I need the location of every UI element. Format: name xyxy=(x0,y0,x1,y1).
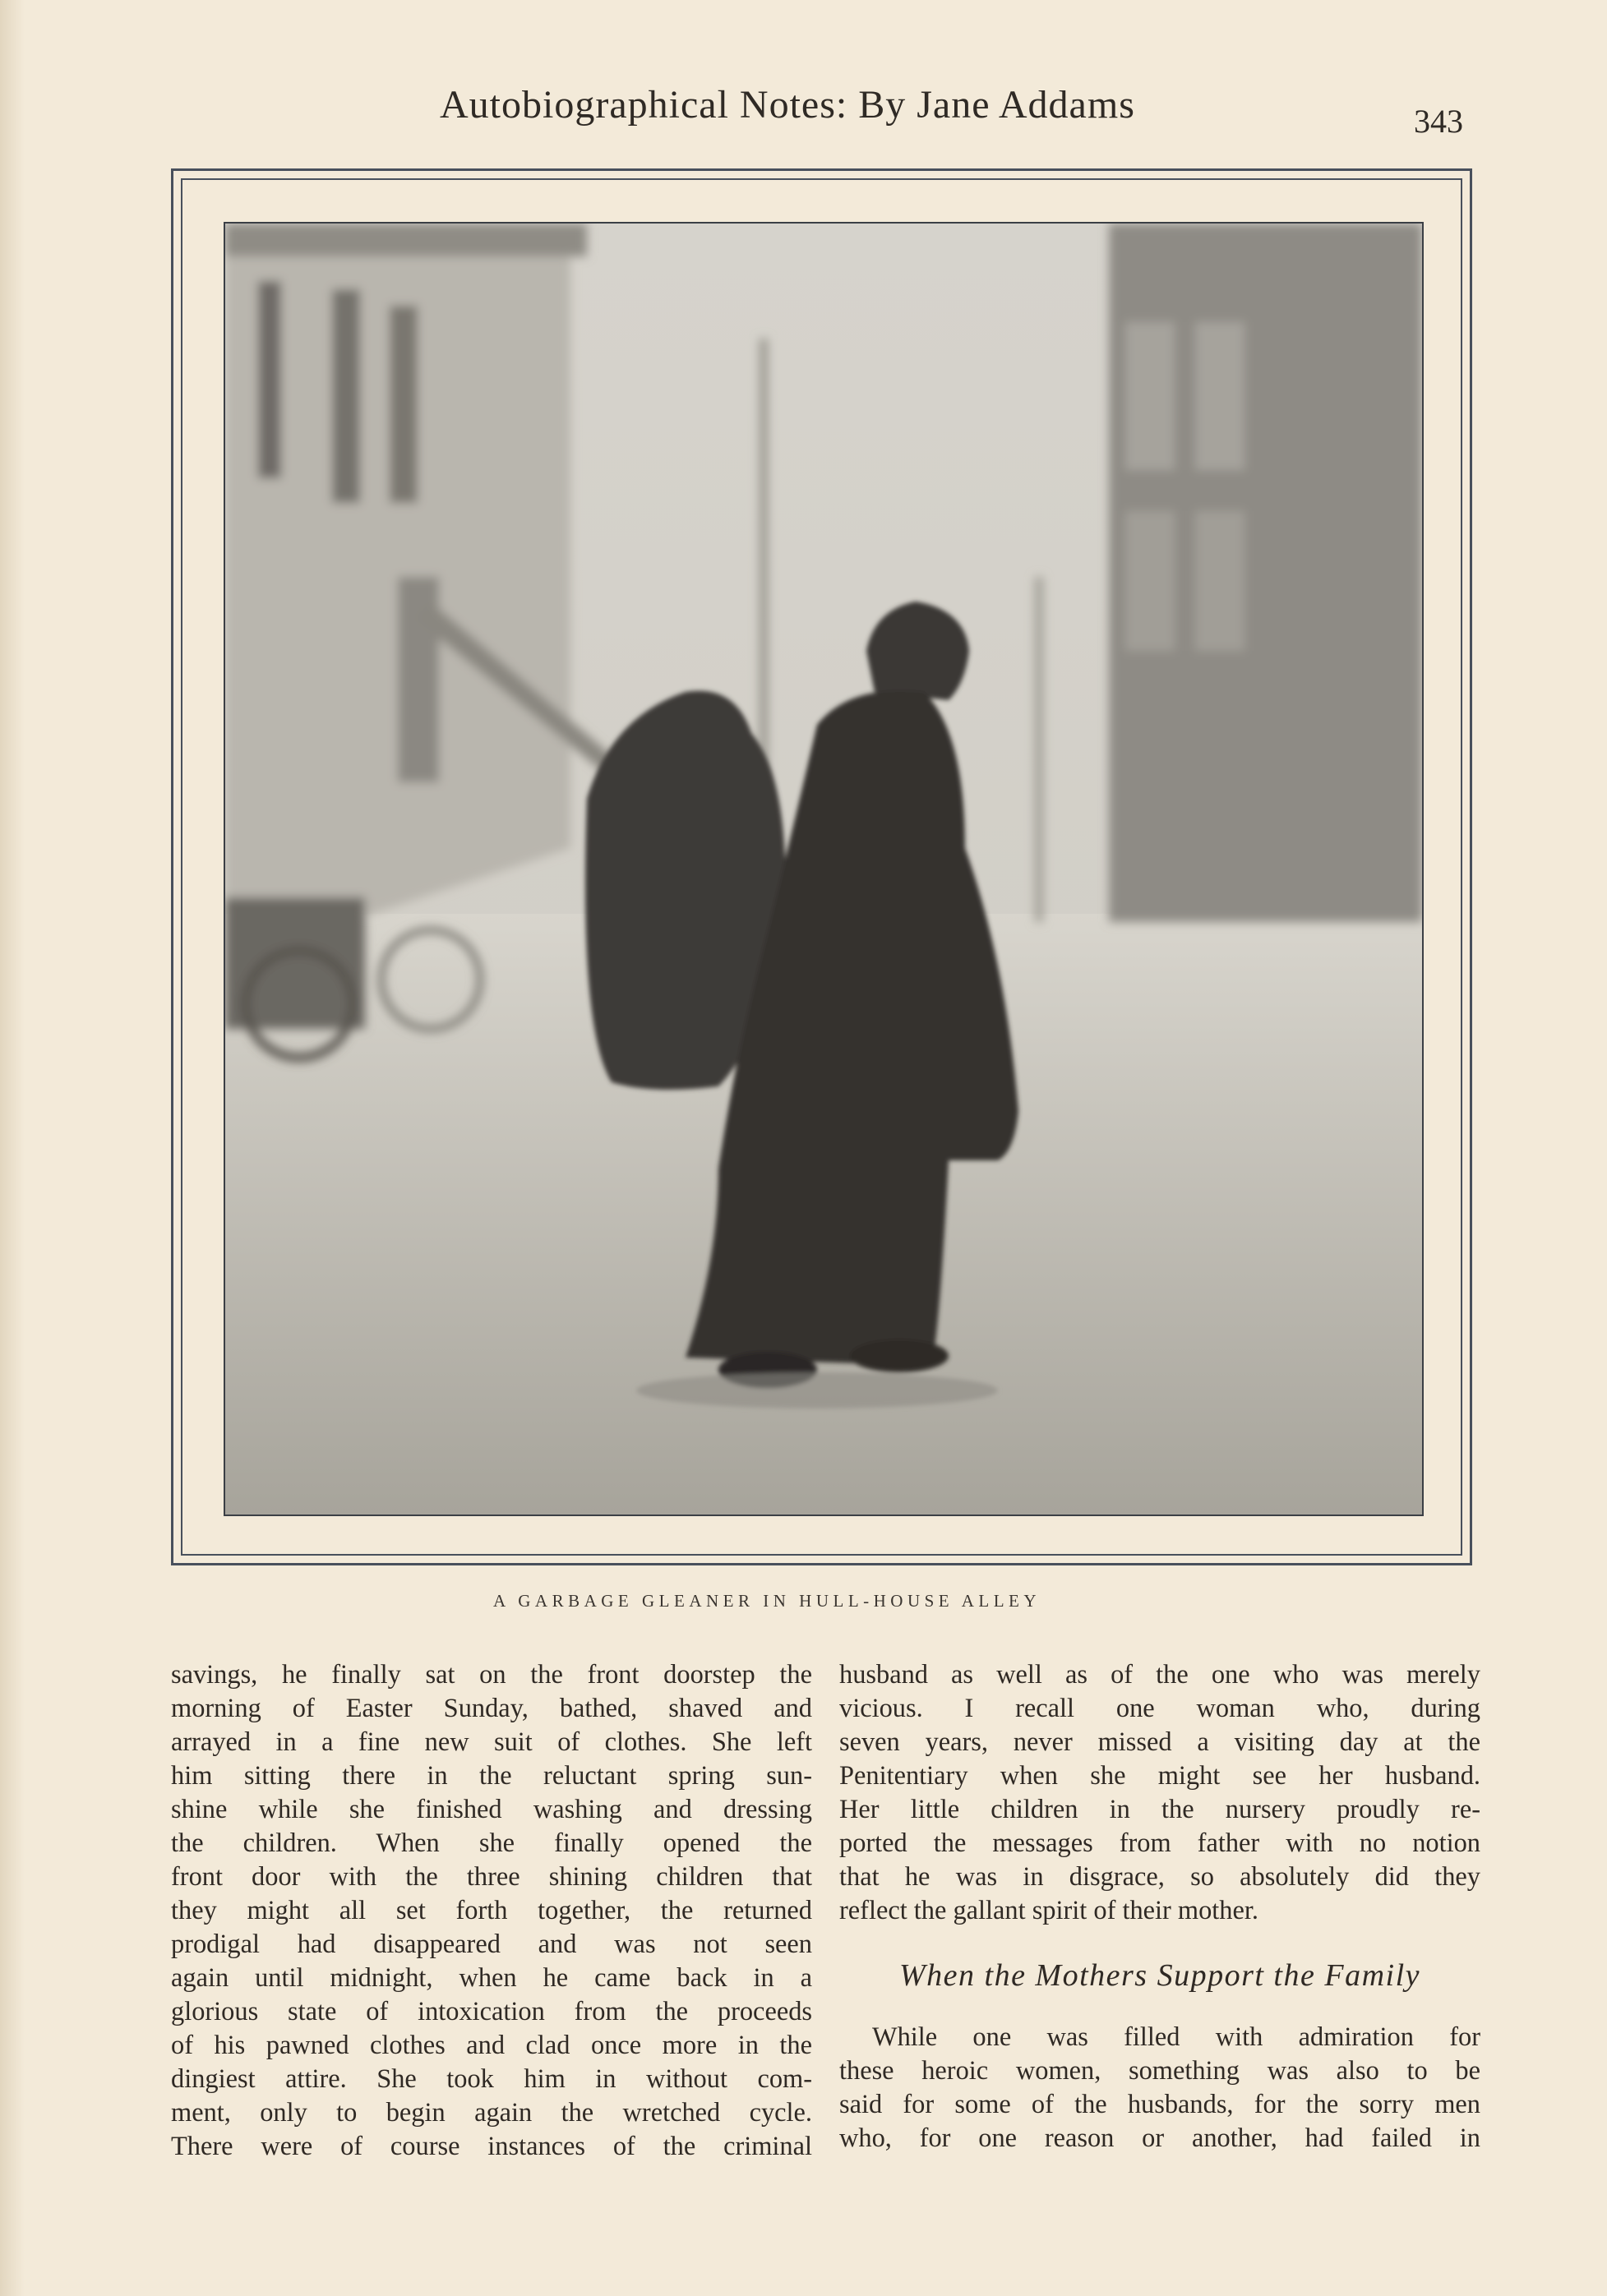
text-line: seven years, never missed a visiting day at the xyxy=(839,1727,1480,1757)
text-line: front door with the three shining children that xyxy=(171,1862,812,1892)
text-line: who, for one reason or another, had failed in xyxy=(839,2123,1480,2153)
text-line: the children. When she finally opened the xyxy=(171,1828,812,1858)
text-line: that he was in disgrace, so absolutely did they xyxy=(839,1862,1480,1892)
running-title: Autobiographical Notes: By Jane Addams xyxy=(440,83,1135,127)
text-line: reflect the gallant spirit of their mother. xyxy=(839,1896,1258,1925)
text-line: vicious. I recall one woman who, during xyxy=(839,1694,1480,1723)
section-subheading: When the Mothers Support the Family xyxy=(898,1958,1420,1993)
text-line: Her little children in the nursery proudly re- xyxy=(839,1795,1480,1824)
text-line: ported the messages from father with no notion xyxy=(839,1828,1480,1858)
text-line: While one was filled with admiration for xyxy=(872,2022,1480,2052)
text-line: him sitting there in the reluctant spring sun- xyxy=(171,1761,812,1791)
text-line: ment, only to begin again the wretched cycle. xyxy=(171,2098,812,2128)
text-line: again until midnight, when he came back in a xyxy=(171,1963,812,1993)
figure-caption: A GARBAGE GLEANER IN HULL-HOUSE ALLEY xyxy=(493,1591,1041,1611)
text-line: morning of Easter Sunday, bathed, shaved and xyxy=(171,1694,812,1723)
text-line: shine while she finished washing and dressing xyxy=(171,1795,812,1824)
left-column xyxy=(171,1658,812,2164)
text-line: these heroic women, something was also to be xyxy=(839,2056,1480,2086)
text-line: arrayed in a fine new suit of clothes. She left xyxy=(171,1727,812,1757)
page-edge xyxy=(0,0,25,2296)
text-line: prodigal had disappeared and was not seen xyxy=(171,1929,812,1959)
text-line: Penitentiary when she might see her husband. xyxy=(839,1761,1480,1791)
text-line: dingiest attire. She took him in without com- xyxy=(171,2064,812,2094)
right-column xyxy=(839,1658,1480,2155)
text-line: savings, he finally sat on the front doorstep the xyxy=(171,1660,812,1690)
text-line: said for some of the husbands, for the sorry men xyxy=(839,2090,1480,2119)
text-line: There were of course instances of the criminal xyxy=(171,2132,812,2161)
text-line: husband as well as of the one who was merely xyxy=(839,1660,1480,1690)
text-line: glorious state of intoxication from the proceeds xyxy=(171,1997,812,2026)
text-line: they might all set forth together, the returned xyxy=(171,1896,812,1925)
page-number: 343 xyxy=(1414,103,1463,140)
text-line: of his pawned clothes and clad once more in the xyxy=(171,2031,812,2060)
photograph xyxy=(224,222,1424,1516)
